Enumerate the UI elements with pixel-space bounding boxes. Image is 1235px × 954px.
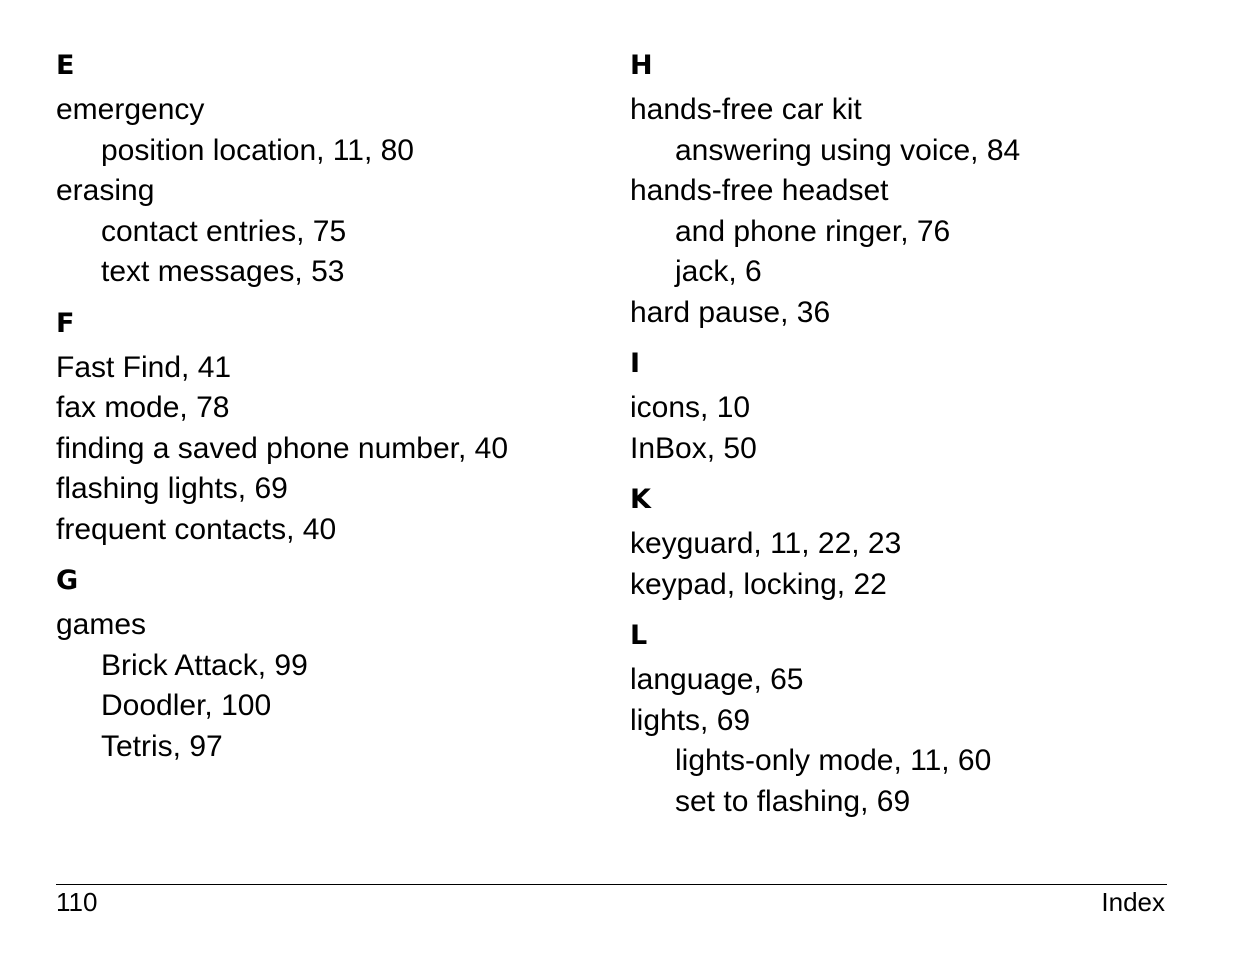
index-section-e: [56, 46, 596, 293]
index-entry: finding a saved phone number, 40: [56, 431, 509, 465]
index-subentry: Tetris, 97: [101, 729, 223, 763]
index-subentry: text messages, 53: [101, 255, 345, 288]
page-number: 110: [56, 887, 98, 917]
index-subentry: answering using voice, 84: [675, 133, 1021, 167]
index-entry: erasing: [56, 174, 155, 207]
index-entry: games: [56, 608, 147, 641]
index-entry: InBox, 50: [630, 431, 757, 465]
index-entry: language, 65: [630, 663, 804, 696]
section-letter: F: [56, 307, 75, 339]
index-entry: lights, 69: [630, 703, 751, 737]
index-column-left: [56, 46, 596, 767]
index-entry: Fast Find, 41: [56, 350, 232, 384]
section-letter: E: [56, 50, 75, 81]
index-subentry: set to flashing, 69: [675, 784, 911, 818]
index-subentry: contact entries, 75: [101, 214, 347, 248]
index-subentry: lights-only mode, 11, 60: [675, 744, 992, 777]
section-letter: L: [630, 620, 648, 651]
index-entry: hands-free car kit: [630, 93, 862, 126]
section-letter: H: [630, 50, 653, 81]
index-entry: frequent contacts, 40: [56, 512, 337, 546]
index-subentry: and phone ringer, 76: [675, 214, 951, 248]
index-section-g: [56, 561, 596, 767]
index-subentry: Brick Attack, 99: [101, 648, 308, 682]
index-entry: emergency: [56, 93, 205, 126]
index-section-i: [630, 344, 1170, 469]
section-title: Index: [1101, 887, 1165, 917]
footer-divider: [56, 884, 1167, 885]
index-section-f: [56, 304, 596, 551]
index-subentry: position location, 11, 80: [101, 133, 414, 167]
index-entry: hard pause, 36: [630, 295, 831, 329]
index-entry: keypad, locking, 22: [630, 567, 887, 601]
index-entry: keyguard, 11, 22, 23: [630, 527, 902, 560]
index-entry: flashing lights, 69: [56, 472, 288, 505]
index-entry: fax mode, 78: [56, 391, 230, 424]
index-column-right: [630, 46, 1170, 822]
index-section-h: [630, 46, 1170, 333]
section-letter: G: [56, 565, 79, 596]
index-section-l: [630, 616, 1170, 822]
index-entry: icons, 10: [630, 391, 751, 424]
index-subentry: jack, 6: [675, 255, 762, 288]
section-letter: I: [630, 348, 641, 379]
index-subentry: Doodler, 100: [101, 689, 272, 722]
index-entry: hands-free headset: [630, 174, 889, 207]
index-section-k: [630, 480, 1170, 605]
section-letter: K: [630, 484, 651, 515]
